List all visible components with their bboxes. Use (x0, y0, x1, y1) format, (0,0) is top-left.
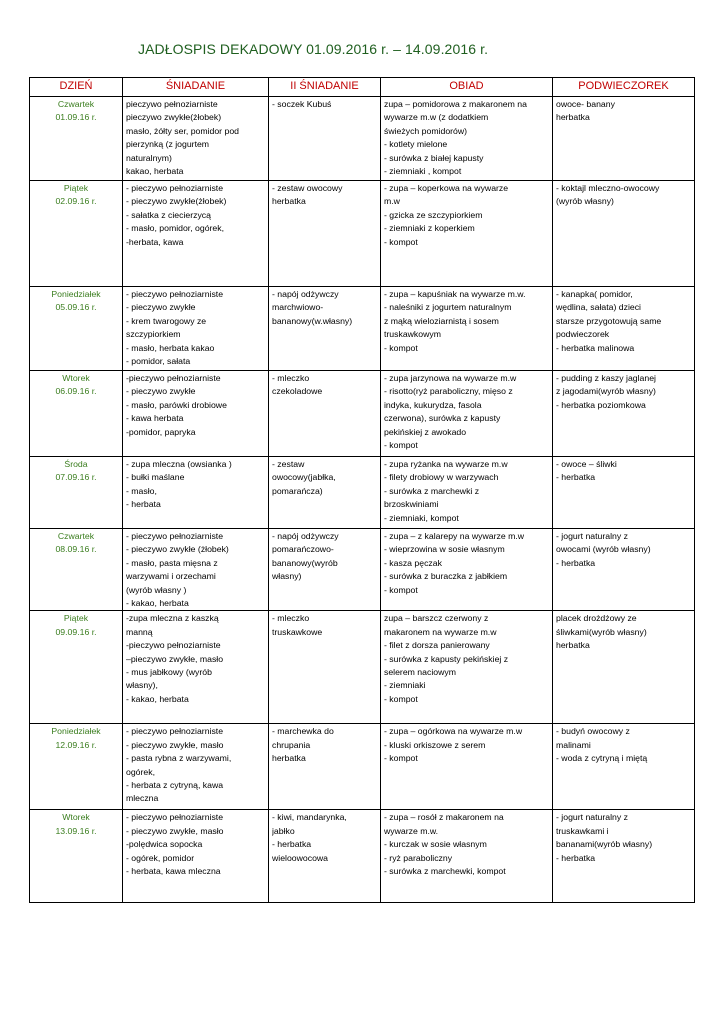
day-date: 01.09.16 r. (55, 112, 97, 123)
menu-item-line: - pieczywo zwykłe, masło (126, 825, 224, 836)
menu-item-line: masło, żółty ser, pomidor pod (126, 125, 239, 136)
second-breakfast-cell (269, 611, 381, 724)
menu-item-line: chrupania (272, 739, 311, 750)
menu-item-line: - kawa herbata (126, 413, 184, 424)
day-date: 09.09.16 r. (55, 626, 97, 637)
menu-item-line: szczypiorkiem (126, 329, 181, 340)
menu-item-line: - ziemniaki (384, 680, 426, 691)
menu-item-line: - owoce – śliwki (556, 459, 617, 469)
menu-item-line: owoce- banany (556, 99, 615, 109)
table-row (30, 611, 695, 724)
menu-item-line: herbatka (556, 640, 590, 651)
menu-item-line: śliwkami(wyrób własny) (556, 626, 647, 637)
menu-item-line: - herbatka (556, 852, 596, 863)
menu-item-line: czekoladowe (272, 386, 323, 397)
menu-item-line: - budyń owocowy z (556, 726, 630, 737)
menu-item-line: - masło, pomidor, ogórek, (126, 223, 225, 234)
menu-item-line: bananowy(w.własny) (272, 315, 353, 326)
breakfast-cell (123, 457, 269, 529)
afternoon-snack-cell (553, 371, 695, 457)
menu-item-line: - filety drobiowy w warzywach (384, 472, 499, 483)
menu-item-line: -pieczywo pełnoziarniste (126, 373, 221, 383)
header-row (30, 78, 695, 97)
breakfast-cell (123, 371, 269, 457)
second-breakfast-cell (269, 810, 381, 903)
day-cell (30, 724, 123, 810)
menu-item-line: - herbatka (272, 839, 312, 850)
menu-item-line: (wyrób własny ) (126, 584, 187, 595)
menu-item-line: - gzicka ze szczypiorkiem (384, 209, 483, 220)
menu-item-line: owocowy(jabłka, (272, 472, 336, 483)
day-name: Wtorek (62, 373, 90, 383)
menu-item-line: własny), (126, 680, 158, 691)
menu-item-line: - kakao, herbata (126, 598, 189, 609)
menu-item-line: (wyrób własny) (556, 196, 614, 207)
menu-item-line: naturalnym) (126, 152, 172, 163)
afternoon-snack-cell (553, 97, 695, 181)
menu-item-line: - krem twarogowy ze (126, 315, 207, 326)
menu-item-line: - jogurt naturalny z (556, 531, 628, 541)
menu-item-line: - pieczywo pełnoziarniste (126, 183, 224, 193)
menu-item-line: - kompot (384, 693, 418, 704)
breakfast-cell (123, 611, 269, 724)
menu-item-line: zupa – pomidorowa z makaronem na (384, 99, 527, 109)
table-row (30, 371, 695, 457)
day-cell (30, 181, 123, 287)
menu-item-line: - ogórek, pomidor (126, 852, 195, 863)
table-row (30, 457, 695, 529)
menu-item-line: - zupa – kapuśniak na wywarze m.w. (384, 289, 526, 299)
menu-item-line: - pieczywo pełnoziarniste (126, 726, 224, 737)
dinner-cell (381, 457, 553, 529)
dinner-cell (381, 611, 553, 724)
menu-item-line: owocami (wyrób własny) (556, 544, 651, 555)
dinner-cell (381, 529, 553, 611)
menu-item-line: pomarańcza) (272, 485, 323, 496)
day-cell (30, 371, 123, 457)
menu-item-line: -zupa mleczna z kaszką (126, 613, 219, 624)
menu-item-line: - masło, parówki drobiowe (126, 399, 227, 410)
menu-item-line: pieczywo pełnoziarniste (126, 99, 218, 109)
second-breakfast-cell (269, 181, 381, 287)
menu-item-line: - mleczko (272, 373, 310, 383)
menu-item-line: - masło, pasta mięsna z (126, 557, 218, 568)
menu-item-line: - mus jabłkowy (wyrób (126, 667, 212, 678)
dinner-cell (381, 97, 553, 181)
day-cell (30, 97, 123, 181)
menu-body (30, 97, 695, 903)
day-name: Czwartek (57, 99, 95, 109)
day-cell (30, 810, 123, 903)
day-date: 12.09.16 r. (55, 739, 97, 750)
menu-item-line: zupa – barszcz czerwony z (384, 613, 489, 624)
menu-item-line: - kompot (384, 342, 418, 353)
day-cell (30, 529, 123, 611)
menu-item-line: świeżych pomidorów) (384, 125, 468, 136)
day-name: Poniedziałek (51, 726, 101, 737)
day-cell (30, 287, 123, 371)
menu-item-line: - kotlety mielone (384, 139, 448, 150)
menu-item-line: bananowy(wyrób (272, 557, 338, 568)
day-date: 13.09.16 r. (55, 825, 97, 836)
day-name: Piątek (63, 183, 89, 193)
menu-item-line: - ziemniaki , kompot (384, 166, 462, 177)
day-date: 06.09.16 r. (55, 386, 97, 397)
day-date: 08.09.16 r. (55, 544, 97, 555)
menu-item-line: - kurczak w sosie własnym (384, 839, 487, 850)
afternoon-snack-cell (553, 611, 695, 724)
afternoon-snack-cell (553, 457, 695, 529)
menu-item-line: - sałatka z ciecierzycą (126, 209, 211, 220)
menu-item-line: własny) (272, 571, 302, 582)
menu-item-line: - bułki maślane (126, 472, 185, 483)
header-breakfast: ŚNIADANIE (123, 78, 269, 97)
day-date: 07.09.16 r. (55, 472, 97, 483)
afternoon-snack-cell (553, 287, 695, 371)
menu-item-line: z jagodami(wyrób własny) (556, 386, 656, 397)
menu-table (29, 77, 695, 903)
day-cell (30, 457, 123, 529)
menu-item-line: - soczek Kubuś (272, 99, 332, 109)
second-breakfast-cell (269, 371, 381, 457)
dinner-cell (381, 724, 553, 810)
menu-item-line: czerwona), surówka z kapusty (384, 413, 501, 424)
menu-item-line: - pasta rybna z warzywami, (126, 753, 232, 764)
menu-item-line: - ziemniaki z koperkiem (384, 223, 475, 234)
day-date: 02.09.16 r. (55, 196, 97, 207)
menu-item-line: wędlina, sałata) dzieci (556, 302, 641, 313)
day-name: Wtorek (62, 812, 90, 823)
menu-item-line: - herbata (126, 499, 161, 510)
day-name: Poniedziałek (51, 289, 101, 299)
menu-item-line: - herbatka (556, 472, 596, 483)
menu-item-line: herbatka (272, 196, 306, 207)
menu-item-line: - pieczywo zwykłe(żłobek) (126, 196, 227, 207)
menu-item-line: ogórek, (126, 766, 155, 777)
menu-item-line: - zupa ryżanka na wywarze m.w (384, 459, 508, 469)
menu-item-line: truskawkami i (556, 825, 609, 836)
second-breakfast-cell (269, 97, 381, 181)
menu-item-line: - surówka z kapusty pekińskiej z (384, 653, 509, 664)
menu-item-line: - pomidor, sałata (126, 356, 191, 367)
menu-item-line: indyka, kukurydza, fasola (384, 399, 482, 410)
breakfast-cell (123, 810, 269, 903)
menu-item-line: -polędwica sopocka (126, 839, 203, 850)
menu-item-line: - kompot (384, 440, 418, 451)
table-row (30, 97, 695, 181)
menu-item-line: warzywami i orzechami (126, 571, 216, 582)
table-row (30, 287, 695, 371)
menu-item-line: - zestaw (272, 459, 305, 469)
dinner-cell (381, 181, 553, 287)
menu-item-line: - surówka z marchewki, kompot (384, 866, 506, 877)
breakfast-cell (123, 97, 269, 181)
menu-item-line: - pieczywo zwykłe (126, 302, 196, 313)
table-row (30, 529, 695, 611)
afternoon-snack-cell (553, 724, 695, 810)
menu-item-line: pekińskiej z awokado (384, 426, 467, 437)
menu-item-line: z mąką wieloziarnistą i sosem (384, 315, 499, 326)
menu-item-line: - herbata z cytryną, kawa (126, 780, 224, 791)
menu-item-line: - pieczywo zwykłe (żłobek) (126, 544, 229, 555)
menu-item-line: - pieczywo pełnoziarniste (126, 812, 224, 823)
header-second-breakfast: II ŚNIADANIE (269, 78, 381, 97)
second-breakfast-cell (269, 724, 381, 810)
menu-item-line: - masło, herbata kakao (126, 342, 215, 353)
breakfast-cell (123, 287, 269, 371)
menu-item-line: makaronem na wywarze m.w (384, 626, 497, 637)
menu-item-line: - kompot (384, 236, 418, 247)
menu-item-line: - filet z dorsza panierowany (384, 640, 490, 651)
table-row (30, 724, 695, 810)
menu-item-line: - pieczywo zwykłe, masło (126, 739, 224, 750)
menu-item-line: - wieprzowina w sosie własnym (384, 544, 505, 555)
header-afternoon-snack: PODWIECZOREK (553, 78, 695, 97)
menu-item-line: - napój odżywczy (272, 289, 339, 299)
menu-item-line: - masło, (126, 485, 157, 496)
header-dinner: OBIAD (381, 78, 553, 97)
menu-item-line: marchwiowo- (272, 302, 324, 313)
menu-item-line: –pieczywo zwykłe, masło (126, 653, 224, 664)
menu-item-line: - pudding z kaszy jaglanej (556, 373, 656, 383)
menu-item-line: jabłko (272, 825, 295, 836)
afternoon-snack-cell (553, 529, 695, 611)
table-row (30, 810, 695, 903)
menu-item-line: - zupa mleczna (owsianka ) (126, 459, 232, 469)
menu-item-line: - jogurt naturalny z (556, 812, 628, 823)
menu-item-line: - mleczko (272, 613, 310, 624)
table-row (30, 181, 695, 287)
dinner-cell (381, 287, 553, 371)
menu-item-line: - kiwi, mandarynka, (272, 812, 347, 823)
menu-item-line: - kakao, herbata (126, 693, 189, 704)
menu-item-line: - woda z cytryną i miętą (556, 753, 648, 764)
header-day: DZIEŃ (30, 78, 123, 97)
menu-item-line: podwieczorek (556, 329, 610, 340)
menu-item-line: herbatka (272, 753, 306, 764)
menu-item-line: manną (126, 626, 153, 637)
menu-item-line: - ryż paraboliczny (384, 852, 453, 863)
menu-item-line: - zestaw owocowy (272, 183, 343, 193)
menu-item-line: - zupa – rosół z makaronem na (384, 812, 504, 823)
menu-item-line: - zupa jarzynowa na wywarze m.w (384, 373, 517, 383)
second-breakfast-cell (269, 287, 381, 371)
menu-item-line: truskawkowym (384, 329, 441, 340)
menu-item-line: herbatka (556, 112, 590, 123)
menu-item-line: - koktajl mleczno-owocowy (556, 183, 660, 193)
day-name: Czwartek (57, 531, 95, 541)
dinner-cell (381, 810, 553, 903)
menu-item-line: - ziemniaki, kompot (384, 512, 459, 523)
menu-item-line: pierzynką (z jogurtem (126, 139, 210, 150)
menu-item-line: wywarze m.w. (384, 825, 439, 836)
day-date: 05.09.16 r. (55, 302, 97, 313)
page-title: JADŁOSPIS DEKADOWY 01.09.2016 r. – 14.09.2016 r. (138, 41, 489, 57)
menu-item-line: - herbata, kawa mleczna (126, 866, 221, 877)
menu-item-line: starsze przygotowują same (556, 315, 662, 326)
day-name: Środa (64, 459, 88, 469)
menu-item-line: placek drożdżowy ze (556, 613, 637, 624)
menu-item-line: - herbatka (556, 557, 596, 568)
menu-item-line: kakao, herbata (126, 166, 184, 177)
second-breakfast-cell (269, 529, 381, 611)
menu-item-line: pieczywo zwykłe(żłobek) (126, 112, 222, 123)
menu-item-line: - pieczywo zwykłe (126, 386, 196, 397)
menu-item-line: bananami(wyrób własny) (556, 839, 653, 850)
menu-item-line: - marchewka do (272, 726, 334, 737)
afternoon-snack-cell (553, 181, 695, 287)
menu-item-line: - naleśniki z jogurtem naturalnym (384, 302, 512, 313)
day-name: Piątek (63, 613, 89, 624)
menu-item-line: - herbatka malinowa (556, 342, 635, 353)
breakfast-cell (123, 724, 269, 810)
menu-item-line: wieloowocowa (272, 852, 329, 863)
menu-item-line: - kompot (384, 753, 418, 764)
menu-item-line: -herbata, kawa (126, 236, 184, 247)
menu-item-line: wywarze m.w (z dodatkiem (384, 112, 489, 123)
menu-item-line: malinami (556, 739, 591, 750)
menu-item-line: - kasza pęczak (384, 557, 442, 568)
menu-item-line: truskawkowe (272, 626, 323, 637)
afternoon-snack-cell (553, 810, 695, 903)
menu-item-line: - surówka z marchewki z (384, 485, 480, 496)
menu-item-line: - kluski orkiszowe z serem (384, 739, 486, 750)
menu-item-line: mleczna (126, 793, 159, 804)
menu-item-line: - napój odżywczy (272, 531, 339, 541)
menu-item-line: - zupa – z kalarepy na wywarze m.w (384, 531, 525, 541)
menu-item-line: - zupa – koperkowa na wywarze (384, 183, 509, 193)
menu-item-line: - risotto(ryż paraboliczny, mięso z (384, 386, 513, 397)
menu-item-line: - surówka z buraczka z jabłkiem (384, 571, 508, 582)
menu-item-line: - herbatka poziomkowa (556, 399, 646, 410)
menu-item-line: selerem naciowym (384, 667, 456, 678)
menu-item-line: - kanapka( pomidor, (556, 289, 633, 299)
menu-item-line: pomarańczowo- (272, 544, 334, 555)
menu-item-line: m.w (384, 196, 400, 207)
menu-item-line: -pomidor, papryka (126, 426, 196, 437)
menu-item-line: - pieczywo pełnoziarniste (126, 289, 224, 299)
breakfast-cell (123, 529, 269, 611)
dinner-cell (381, 371, 553, 457)
menu-item-line: - pieczywo pełnoziarniste (126, 531, 224, 541)
menu-item-line: -pieczywo pełnoziarniste (126, 640, 221, 651)
second-breakfast-cell (269, 457, 381, 529)
day-cell (30, 611, 123, 724)
menu-item-line: - kompot (384, 584, 418, 595)
menu-item-line: - zupa – ogórkowa na wywarze m.w (384, 726, 523, 737)
breakfast-cell (123, 181, 269, 287)
menu-item-line: brzoskwiniami (384, 499, 439, 510)
menu-item-line: - surówka z białej kapusty (384, 152, 484, 163)
